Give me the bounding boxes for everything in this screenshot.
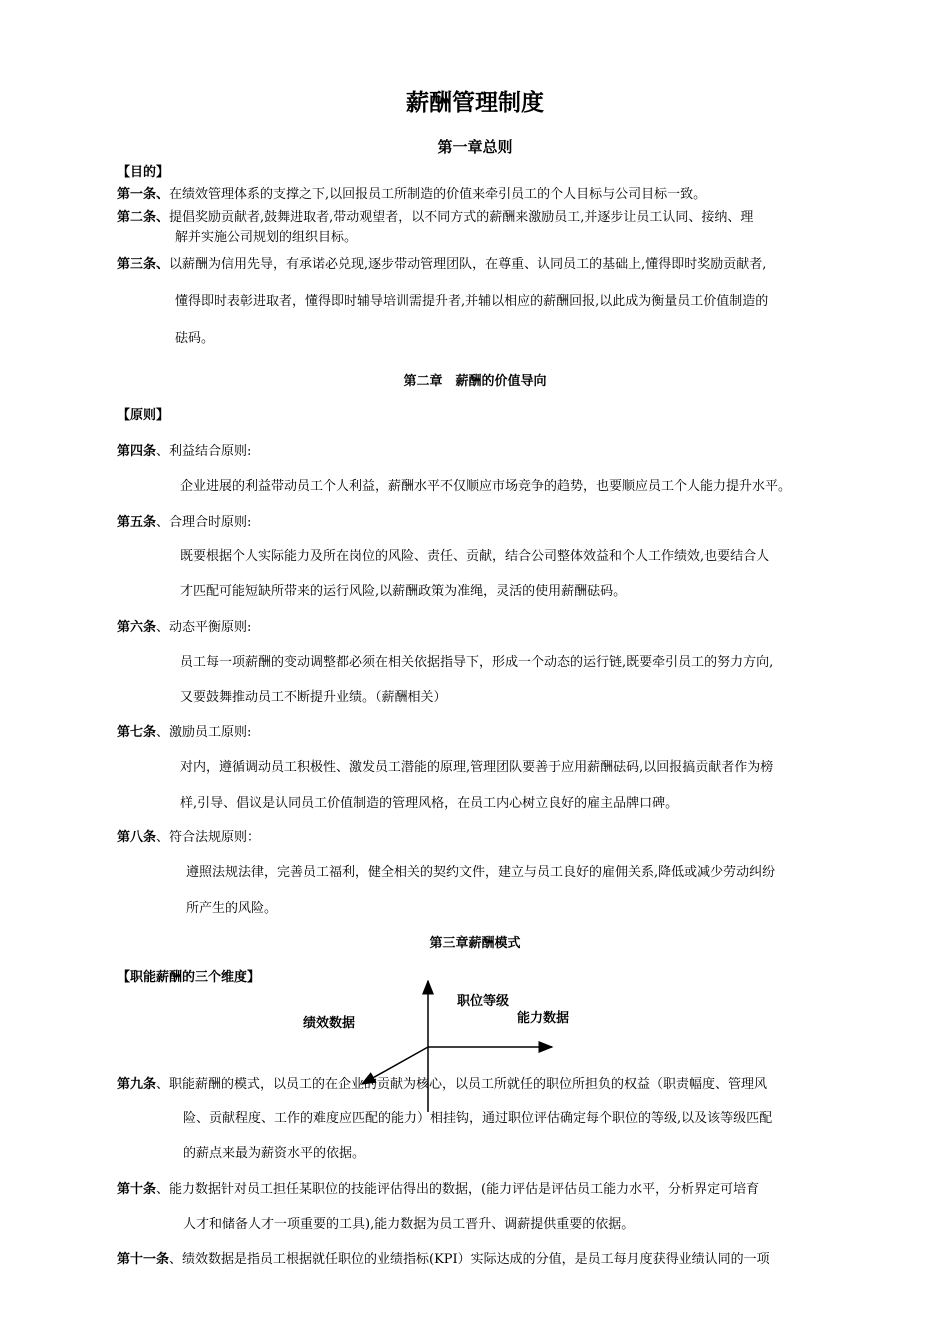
article-9 xyxy=(117,1073,767,1092)
chapter-2-heading: 第二章 薪酬的价值导向 xyxy=(403,374,547,389)
article-1-number: 第一条、 xyxy=(117,187,170,202)
article-5-text-2: 才匹配可能短缺所带来的运行风险,以薪酬政策为准绳，灵活的使用薪酬砝码。 xyxy=(180,584,627,599)
article-7-title: 、激励员工原则: xyxy=(156,725,252,740)
article-10-text-2: 人才和储备人才一项重要的工具),能力数据为员工晋升、调薪提供重要的依据。 xyxy=(183,1217,635,1232)
article-10-text-1: 、能力数据针对员工担任某职位的技能评估得出的数据，(能力评估是评估员工能力水平，分析界定可培育 xyxy=(156,1182,760,1197)
article-5-number: 第五条 xyxy=(117,515,157,530)
article-11-text-1: 、绩效数据是指员工根据就任职位的业绩指标(KPI）实际达成的分值，是员工每月度获得业绩认同的一项 xyxy=(169,1252,770,1267)
article-11-number: 第十一条 xyxy=(117,1252,170,1267)
performance-data-label: 绩效数据 xyxy=(303,1016,356,1031)
article-8-number: 第八条 xyxy=(117,830,157,845)
job-level-label: 职位等级 xyxy=(457,994,510,1009)
article-9-text-2: 险、贡献程度、工作的难度应匹配的能力）相挂钩，通过职位评估确定每个职位的等级,以及该等级匹配 xyxy=(183,1111,773,1126)
article-10 xyxy=(117,1178,759,1197)
article-8-title: 、符合法规原则： xyxy=(156,830,261,845)
article-11 xyxy=(117,1248,770,1267)
article-3-number: 第三条、 xyxy=(117,257,170,272)
article-4-title: 、利益结合原则: xyxy=(156,444,252,459)
article-3-text-3: 砝码。 xyxy=(175,331,215,346)
article-6-text-2: 又要鼓舞推动员工不断提升业绩。（薪酬相关） xyxy=(180,690,447,705)
article-6-number: 第六条 xyxy=(117,620,157,635)
purpose-heading: 【目的】 xyxy=(117,165,170,180)
article-2-text-1: 提倡奖励贡献者,鼓舞进取者,带动观望者，以不同方式的薪酬来激励员工,并逐步让员工认同、接纳、理 xyxy=(169,210,754,225)
article-7-number: 第七条 xyxy=(117,725,157,740)
chapter-1-heading: 第一章总则 xyxy=(437,138,513,156)
article-9-text-3: 的薪点来最为薪资水平的依据。 xyxy=(183,1146,366,1161)
ability-data-label: 能力数据 xyxy=(517,1011,570,1026)
article-7-text-1: 对内，遵循调动员工积极性、激发员工潜能的原理,管理团队要善于应用薪酬砝码,以回报搞贡献者作为榜 xyxy=(180,760,774,775)
principle-heading: 【原则】 xyxy=(117,408,170,423)
article-6-title: 、动态平衡原则: xyxy=(156,620,252,635)
article-4-text: 企业进展的利益带动员工个人利益，薪酬水平不仅顺应市场竞争的趋势，也要顺应员工个人能力提升水平。 xyxy=(180,479,792,494)
document-title: 薪酬管理制度 xyxy=(406,90,544,116)
article-8-text-2: 所产生的风险。 xyxy=(186,901,278,916)
article-9-text-1: 、职能薪酬的模式，以员工的在企业的贡献为核心，以员工所就任的职位所担负的权益（职责幅度、管理风 xyxy=(156,1077,768,1092)
article-7-text-2: 样,引导、倡议是认同员工价值制造的管理风格，在员工内心树立良好的雇主品牌口碑。 xyxy=(180,796,679,811)
article-3-text-1: 以薪酬为信用先导，有承诺必兑现,逐步带动管理团队，在尊重、认同员工的基础上,懂得即时奖励贡献者, xyxy=(169,257,767,272)
chapter-3-heading: 第三章薪酬模式 xyxy=(429,936,521,951)
article-8-text-1: 遵照法规法律，完善员工福利，健全相关的契约文件，建立与员工良好的雇佣关系,降低或减少劳动纠纷 xyxy=(186,865,776,880)
article-5-title: 、合理合时原则: xyxy=(156,515,252,530)
article-10-number: 第十条 xyxy=(117,1182,157,1197)
article-4-number: 第四条 xyxy=(117,444,157,459)
article-3-text-2: 懂得即时表彰进取者，懂得即时辅导培训需提升者,并辅以相应的薪酬回报,以此成为衡量员工价值制造的 xyxy=(175,294,769,309)
article-9-number: 第九条 xyxy=(117,1077,157,1092)
article-2-number: 第二条、 xyxy=(117,210,170,225)
article-5-text-1: 既要根据个人实际能力及所在岗位的风险、责任、贡献，结合公司整体效益和个人工作绩效,也要结合人 xyxy=(180,549,770,564)
article-2-text-2: 解并实施公司规划的组织目标。 xyxy=(175,230,358,245)
article-1-text: 在绩效管理体系的支撑之下,以回报员工所制造的价值来牵引员工的个人目标与公司目标一致。 xyxy=(169,187,707,202)
dimensions-heading: 【职能薪酬的三个维度】 xyxy=(117,970,261,985)
article-6-text-1: 员工每一项薪酬的变动调整都必须在相关依据指导下，形成一个动态的运行链,既要牵引员工的努力方向, xyxy=(180,655,774,670)
